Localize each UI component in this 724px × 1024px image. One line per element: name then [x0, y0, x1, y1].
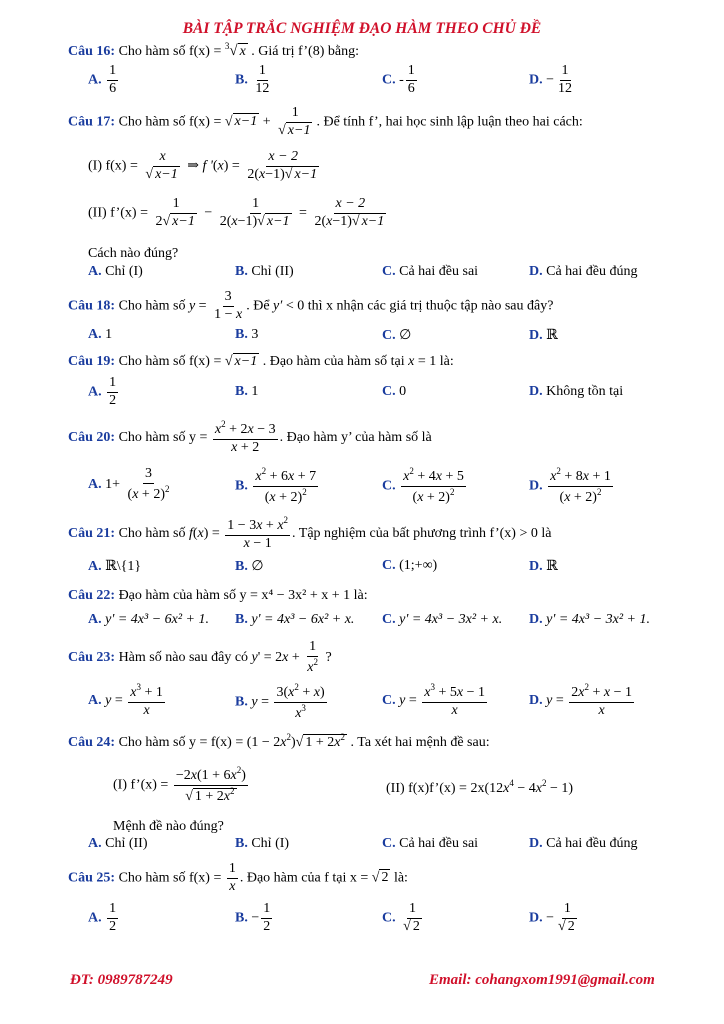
question-label: Câu 24: [68, 735, 116, 750]
question-19: Câu 19: Cho hàm số f(x) = √ x−1 . Đạo hàm của hàm số tại x = 1 là: [68, 354, 454, 369]
option-text: ℝ [546, 559, 558, 574]
option-a[interactable]: A. ℝ\{1} [88, 559, 142, 574]
option-b[interactable]: B. Chỉ (I) [235, 836, 290, 851]
option-a[interactable]: A. $\frac{1}{2}$ [88, 375, 117, 408]
option-a[interactable]: A. Chỉ (II) [88, 836, 148, 851]
option-c[interactable]: C. $\frac{1}{√ 2}$ [382, 901, 420, 934]
option-text: ℝ\{1} [105, 559, 142, 574]
question-20: Câu 20: Cho hàm số y = $\frac{x^2 + 2x - 3}{x + 2}$ . Đạo hàm y’ của hàm số là [68, 419, 432, 455]
option-d[interactable]: D. Cả hai đều đúng [529, 836, 638, 851]
statement-1: (I) f’(x) = $\frac{-2x(1 + 6x^2)}{√ 1 + 2x^2}$ [113, 765, 246, 804]
question-16: Câu 16: Cho hàm số f(x) = $^3$√ x . Giá trị f’(8) bằng: [68, 41, 359, 59]
question-label: Câu 23: [68, 649, 116, 665]
question-label: Câu 21: [68, 525, 116, 541]
question-ask: Mệnh đề nào đúng? [113, 819, 224, 834]
option-d[interactable]: D. $\frac{x^2 + 8x + 1}{(x + 2)^2}$ [529, 466, 611, 505]
option-d[interactable]: D. y = $\frac{2x^2 + x - 1}{x}$ [529, 682, 632, 718]
option-b[interactable]: B. $\frac{1}{12}$ [235, 63, 270, 96]
option-a[interactable]: A. 1 [88, 327, 113, 342]
option-text: ∅ [251, 559, 264, 574]
option-d[interactable]: D. Cả hai đều đúng [529, 264, 638, 279]
option-b[interactable]: B. y' = 4x³ − 6x² + x. [235, 612, 355, 627]
option-b[interactable]: B. y = $\frac{3(x^2 + x)}{x^3}$ [235, 682, 325, 721]
option-text: y' = 4x³ − 3x² + x. [399, 612, 503, 627]
option-a[interactable]: A. $\frac{1}{2}$ [88, 901, 117, 934]
option-a[interactable]: A. y' = 4x³ − 6x² + 1. [88, 612, 209, 627]
method-2: (II) f’(x) = $\frac{1}{2√ x-1}$ − $\frac{1}{2(x-1)√ x-1}$ = $\frac{x - 2}{2(x-1)√ x-1}$ [88, 196, 385, 229]
option-text: 1 [251, 384, 259, 399]
option-text: Cả hai đều sai [399, 836, 479, 851]
question-17: Câu 17: Cho hàm số f(x) = √ x−1 + $\frac{1}{√ x-1}$ . Để tính f’, hai học sinh lập luận theo hai cách: [68, 105, 583, 138]
option-text: y' = 4x³ − 6x² + x. [251, 612, 355, 627]
option-c[interactable]: C. 0 [382, 384, 407, 399]
question-24: Câu 24: Cho hàm số $y = f(x) = (1 - 2x^2)√$ $1 + 2x^2$ . Ta xét hai mệnh đề sau: [68, 732, 490, 750]
option-a[interactable]: A. Chỉ (I) [88, 264, 143, 279]
option-b[interactable]: B. 3 [235, 327, 259, 342]
option-d[interactable]: D. ℝ [529, 559, 558, 574]
option-c[interactable]: C. (1;+∞) [382, 558, 438, 573]
option-b[interactable]: B. 1 [235, 384, 259, 399]
question-text: Đạo hàm của hàm số y = x⁴ − 3x² + x + 1 là: [118, 588, 368, 603]
question-23: Câu 23: Hàm số nào sau đây có y' = 2x + $\frac{1}{x^2}$ ? [68, 639, 332, 675]
statement-2: (II) f(x)f’(x) = $2x(12x^4 - 4x^2 - 1)$ [386, 778, 574, 796]
option-d[interactable]: D. − $\frac{1}{12}$ [529, 63, 573, 96]
option-d[interactable]: D. Không tồn tại [529, 384, 624, 399]
option-text: Cả hai đều sai [399, 264, 479, 279]
option-text: ∅ [399, 328, 412, 343]
option-a[interactable]: A. y = $\frac{x^3 + 1}{x}$ [88, 682, 163, 718]
question-text: thì x nhận các giá trị thuộc tập nào sau đây? [307, 298, 554, 314]
option-d[interactable]: D. − $\frac{1}{√ 2}$ [529, 901, 575, 934]
option-d[interactable]: D. y' = 4x³ − 3x² + 1. [529, 612, 650, 627]
option-d[interactable]: D. ℝ [529, 328, 558, 343]
option-text: 0 [399, 384, 407, 399]
option-text: y' = 4x³ − 6x² + 1. [105, 612, 209, 627]
question-label: Câu 19: [68, 354, 116, 369]
question-label: Câu 17: [68, 114, 116, 130]
method-1: (I) f(x) = $\frac{x}{√ x-1}$ ⇒ f '(x) = $\frac{x - 2}{2(x-1)√ x-1}$ [88, 149, 318, 182]
option-c[interactable]: C. Cả hai đều sai [382, 836, 479, 851]
option-b[interactable]: B. Chỉ (II) [235, 264, 294, 279]
option-a[interactable]: A. 1+ $\frac{3}{(x + 2)^2}$ [88, 466, 170, 502]
option-text: Cả hai đều đúng [546, 264, 638, 279]
question-25: Câu 25: Cho hàm số f(x) = $\frac{1}{x}$ . Đạo hàm của f tại x = √ 2 là: [68, 861, 408, 894]
question-ask: Cách nào đúng? [88, 246, 179, 261]
option-b[interactable]: B. ∅ [235, 559, 264, 574]
option-c[interactable]: C. $\frac{x^2 + 4x + 5}{(x + 2)^2}$ [382, 466, 464, 505]
option-text: Chỉ (I) [105, 264, 143, 279]
option-text: ℝ [546, 328, 558, 343]
question-label: Câu 20: [68, 429, 116, 445]
option-text: Chỉ (I) [251, 836, 290, 851]
option-c[interactable]: C. - $\frac{1}{6}$ [382, 63, 415, 96]
footer-phone: ĐT: 0989787249 [70, 972, 173, 988]
option-text: (1;+∞) [399, 558, 438, 573]
option-c[interactable]: C. y' = 4x³ − 3x² + x. [382, 612, 503, 627]
option-text: 1 [105, 327, 113, 342]
question-22 [68, 588, 368, 604]
option-b[interactable]: B. $\frac{x^2 + 6x + 7}{(x + 2)^2}$ [235, 466, 317, 505]
option-text: Chỉ (II) [251, 264, 294, 279]
question-label: Câu 25: [68, 870, 116, 886]
question-21: Câu 21: Cho hàm số f(x) = $\frac{1 - 3x + x^2}{x - 1}$ . Tập nghiệm của bất phương trình f’(x) > 0 là [68, 515, 552, 551]
option-text: y' = 4x³ − 3x² + 1. [546, 612, 650, 627]
option-c[interactable]: C. y = $\frac{x^3 + 5x - 1}{x}$ [382, 682, 485, 718]
option-text: Chỉ (II) [105, 836, 148, 851]
question-text: . Tập nghiệm của bất phương trình f’(x) > 0 là [292, 525, 552, 541]
question-label: Câu 18: [68, 298, 116, 314]
question-label: Câu 22: [68, 588, 116, 603]
option-b[interactable]: B. − $\frac{1}{2}$ [235, 901, 271, 934]
option-c[interactable]: C. Cả hai đều sai [382, 264, 479, 279]
question-label: Câu 16: [68, 44, 116, 59]
option-c[interactable]: C. ∅ [382, 328, 412, 343]
option-text: 3 [251, 327, 259, 342]
footer-email[interactable]: Email: cohangxom1991@gmail.com [429, 972, 655, 988]
option-a[interactable]: A. $\frac{1}{6}$ [88, 63, 117, 96]
question-18: Câu 18: Cho hàm số y = $\frac{3}{1 - x}$ . Để y′ < 0 thì x nhận các giá trị thuộc tập nào sau đây? [68, 289, 554, 322]
question-text: . Đạo hàm y’ của hàm số là [279, 429, 432, 445]
option-text: Cả hai đều đúng [546, 836, 638, 851]
page-title: BÀI TẬP TRẮC NGHIỆM ĐẠO HÀM THEO CHỦ ĐỀ [182, 20, 542, 37]
option-text: Không tồn tại [546, 384, 624, 399]
